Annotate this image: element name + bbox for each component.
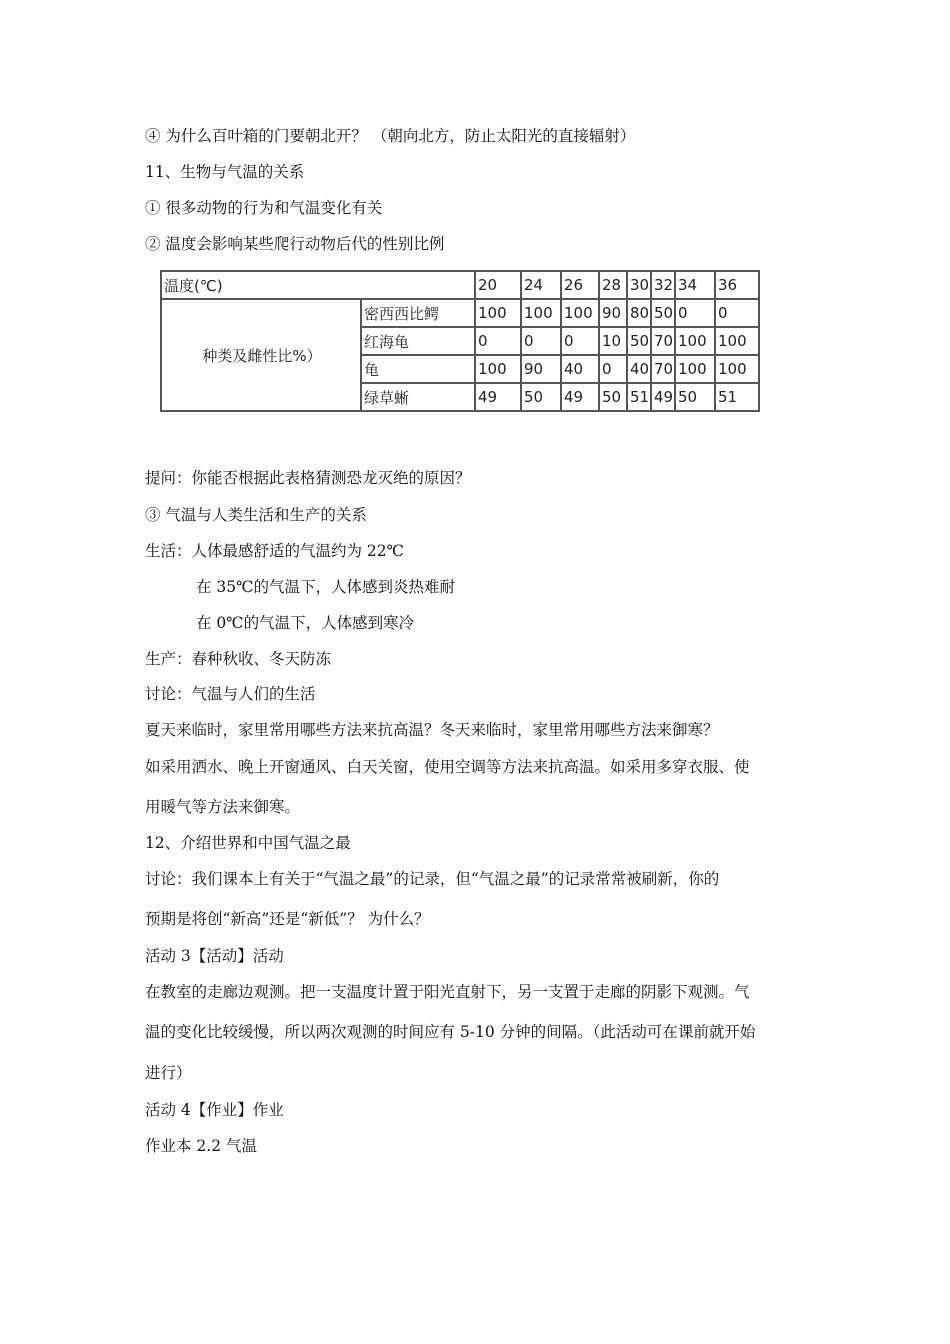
table-row: [161, 299, 759, 327]
table-cell: 49: [475, 383, 521, 411]
species-name: 绿草蜥: [361, 383, 475, 411]
table-cell: 49: [651, 383, 675, 411]
table-cell: 0: [715, 299, 759, 327]
species-name: 密西西比鳄: [361, 299, 475, 327]
text-line: 如采用洒水、晚上开窗通风、白天关窗，使用空调等方法来抗高温。如采用多穿衣服、使: [145, 758, 750, 776]
text-line: 生活：人体最感舒适的气温约为 22℃: [145, 542, 404, 560]
table-cell: 50: [599, 383, 627, 411]
table-cell: 50: [651, 299, 675, 327]
table-cell: 0: [675, 299, 715, 327]
section-heading-12: 12、介绍世界和中国气温之最: [145, 834, 351, 852]
sex-ratio-table: [160, 270, 760, 412]
text-line: ② 温度会影响某些爬行动物后代的性别比例: [145, 235, 445, 253]
table-header-label: 温度(℃): [161, 271, 475, 299]
table-cell: 40: [561, 355, 599, 383]
text-line: 在 0℃的气温下，人体感到寒冷: [196, 614, 415, 632]
table-cell: 0: [599, 355, 627, 383]
table-cell: 100: [675, 327, 715, 355]
table-cell: 49: [561, 383, 599, 411]
text-line: 在教室的走廊边观测。把一支温度计置于阳光直射下，另一支置于走廊的阴影下观测。气: [145, 983, 750, 1001]
activity-heading: 活动 4【作业】作业: [145, 1101, 284, 1119]
species-name: 红海龟: [361, 327, 475, 355]
table-cell: 0: [561, 327, 599, 355]
table-cell: 0: [475, 327, 521, 355]
table-cell: 70: [651, 355, 675, 383]
temp-header: 24: [521, 271, 561, 299]
text-line: 进行）: [145, 1064, 192, 1082]
table-cell: 10: [599, 327, 627, 355]
text-line: 作业本 2.2 气温: [145, 1137, 258, 1155]
table-cell: 50: [675, 383, 715, 411]
table-cell: 100: [475, 355, 521, 383]
text-line: 生产：春种秋收、冬天防冻: [145, 650, 332, 668]
activity-heading: 活动 3【活动】活动: [145, 947, 284, 965]
table-cell: 90: [521, 355, 561, 383]
temp-header: 26: [561, 271, 599, 299]
text-line: 夏天来临时，家里常用哪些方法来抗高温？冬天来临时，家里常用哪些方法来御寒？: [145, 721, 719, 739]
table-cell: 80: [627, 299, 651, 327]
temp-header: 30: [627, 271, 651, 299]
temp-header: 36: [715, 271, 759, 299]
table-header-row: [161, 271, 759, 299]
temp-header: 20: [475, 271, 521, 299]
table-cell: 0: [521, 327, 561, 355]
section-heading-11: 11、生物与气温的关系: [145, 163, 305, 181]
text-line: 温的变化比较缓慢，所以两次观测的时间应有 5-10 分钟的间隔。（此活动可在课前就开始: [145, 1023, 756, 1041]
table-cell: 100: [715, 355, 759, 383]
table-cell: 100: [475, 299, 521, 327]
species-name: 龟: [361, 355, 475, 383]
text-line: 讨论：我们课本上有关于“气温之最”的记录，但“气温之最”的记录常常被刷新，你的: [145, 870, 720, 888]
temp-header: 32: [651, 271, 675, 299]
table-cell: 51: [715, 383, 759, 411]
table-cell: 50: [627, 327, 651, 355]
temp-header: 34: [675, 271, 715, 299]
text-line: 用暖气等方法来御寒。: [145, 798, 301, 816]
table-cell: 50: [521, 383, 561, 411]
table-cell: 100: [561, 299, 599, 327]
table-cell: 40: [627, 355, 651, 383]
table-cell: 70: [651, 327, 675, 355]
table-cell: 51: [627, 383, 651, 411]
text-line: 预期是将创“新高”还是“新低”？ 为什么？: [145, 910, 430, 928]
text-line: ① 很多动物的行为和气温变化有关: [145, 199, 383, 217]
text-line: 在 35℃的气温下，人体感到炎热难耐: [196, 578, 455, 596]
text-line: ③ 气温与人类生活和生产的关系: [145, 506, 367, 524]
table-cell: 90: [599, 299, 627, 327]
temp-header: 28: [599, 271, 627, 299]
table-cell: 100: [675, 355, 715, 383]
text-line: 讨论：气温与人们的生活: [145, 685, 316, 703]
text-line: 提问：你能否根据此表格猜测恐龙灭绝的原因？: [145, 469, 471, 487]
table-cell: 100: [521, 299, 561, 327]
category-label: 种类及雌性比%）: [161, 299, 361, 411]
text-line: ④ 为什么百叶箱的门要朝北开？ （朝向北方，防止太阳光的直接辐射）: [145, 127, 636, 145]
table-cell: 100: [715, 327, 759, 355]
